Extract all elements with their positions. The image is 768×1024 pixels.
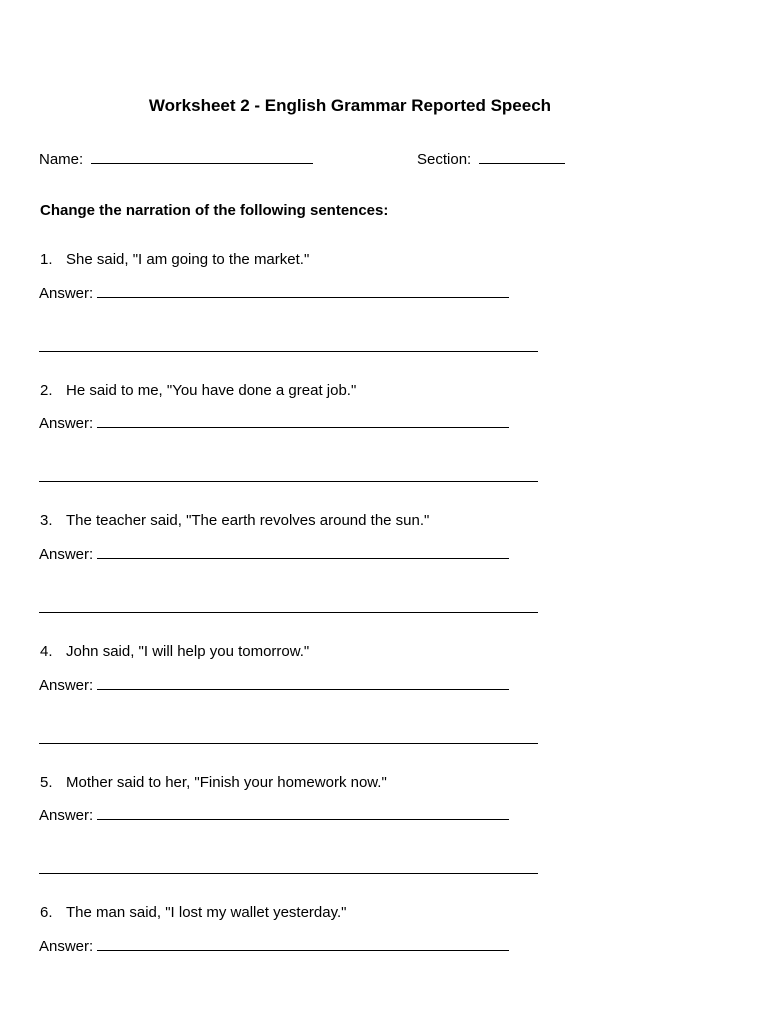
answer-label: Answer: [39,415,94,432]
answer-label: Answer: [39,285,94,302]
question-item [40,251,700,371]
question-sentence: Mother said to her, "Finish your homework now." [66,774,387,791]
question-item [40,774,700,894]
answer-extra-line[interactable] [39,481,538,482]
answer-blank[interactable] [97,936,509,951]
question-text [40,512,429,529]
answer-blank[interactable] [97,544,509,559]
answer-field[interactable] [39,936,509,955]
answer-label: Answer: [39,938,94,955]
question-item [40,643,700,763]
answer-extra-line[interactable] [39,873,538,874]
question-text [40,251,309,268]
question-item [40,512,700,632]
answer-label: Answer: [39,677,94,694]
answer-field[interactable] [39,544,509,563]
answer-field[interactable] [39,413,509,432]
question-sentence: She said, "I am going to the market." [66,251,310,268]
question-number: 3. [40,512,53,529]
question-text [40,382,356,399]
question-item [40,904,700,1024]
question-item [40,382,700,502]
answer-field[interactable] [39,805,509,824]
instructions: Change the narration of the following sentences: [40,202,389,219]
section-blank[interactable] [479,149,565,164]
question-sentence: The teacher said, "The earth revolves around the sun." [66,512,430,529]
question-number: 5. [40,774,53,791]
question-number: 4. [40,643,53,660]
question-text [40,904,346,921]
answer-extra-line[interactable] [39,743,538,744]
answer-extra-line[interactable] [39,612,538,613]
question-sentence: John said, "I will help you tomorrow." [66,643,310,660]
question-number: 6. [40,904,53,921]
answer-extra-line[interactable] [39,351,538,352]
answer-blank[interactable] [97,805,509,820]
question-sentence: He said to me, "You have done a great job." [66,382,357,399]
question-sentence: The man said, "I lost my wallet yesterday." [66,904,347,921]
answer-field[interactable] [39,675,509,694]
section-field[interactable] [417,149,565,168]
name-label: Name: [39,151,84,168]
question-text [40,643,309,660]
question-number: 2. [40,382,53,399]
answer-label: Answer: [39,807,94,824]
answer-field[interactable] [39,283,509,302]
answer-blank[interactable] [97,283,509,298]
answer-label: Answer: [39,546,94,563]
question-number: 1. [40,251,53,268]
question-text [40,774,387,791]
worksheet-title: Worksheet 2 - English Grammar Reported Speech [148,96,552,115]
answer-blank[interactable] [97,675,509,690]
answer-blank[interactable] [97,413,509,428]
section-label: Section: [417,151,472,168]
name-blank[interactable] [91,149,313,164]
name-field[interactable] [39,149,313,168]
